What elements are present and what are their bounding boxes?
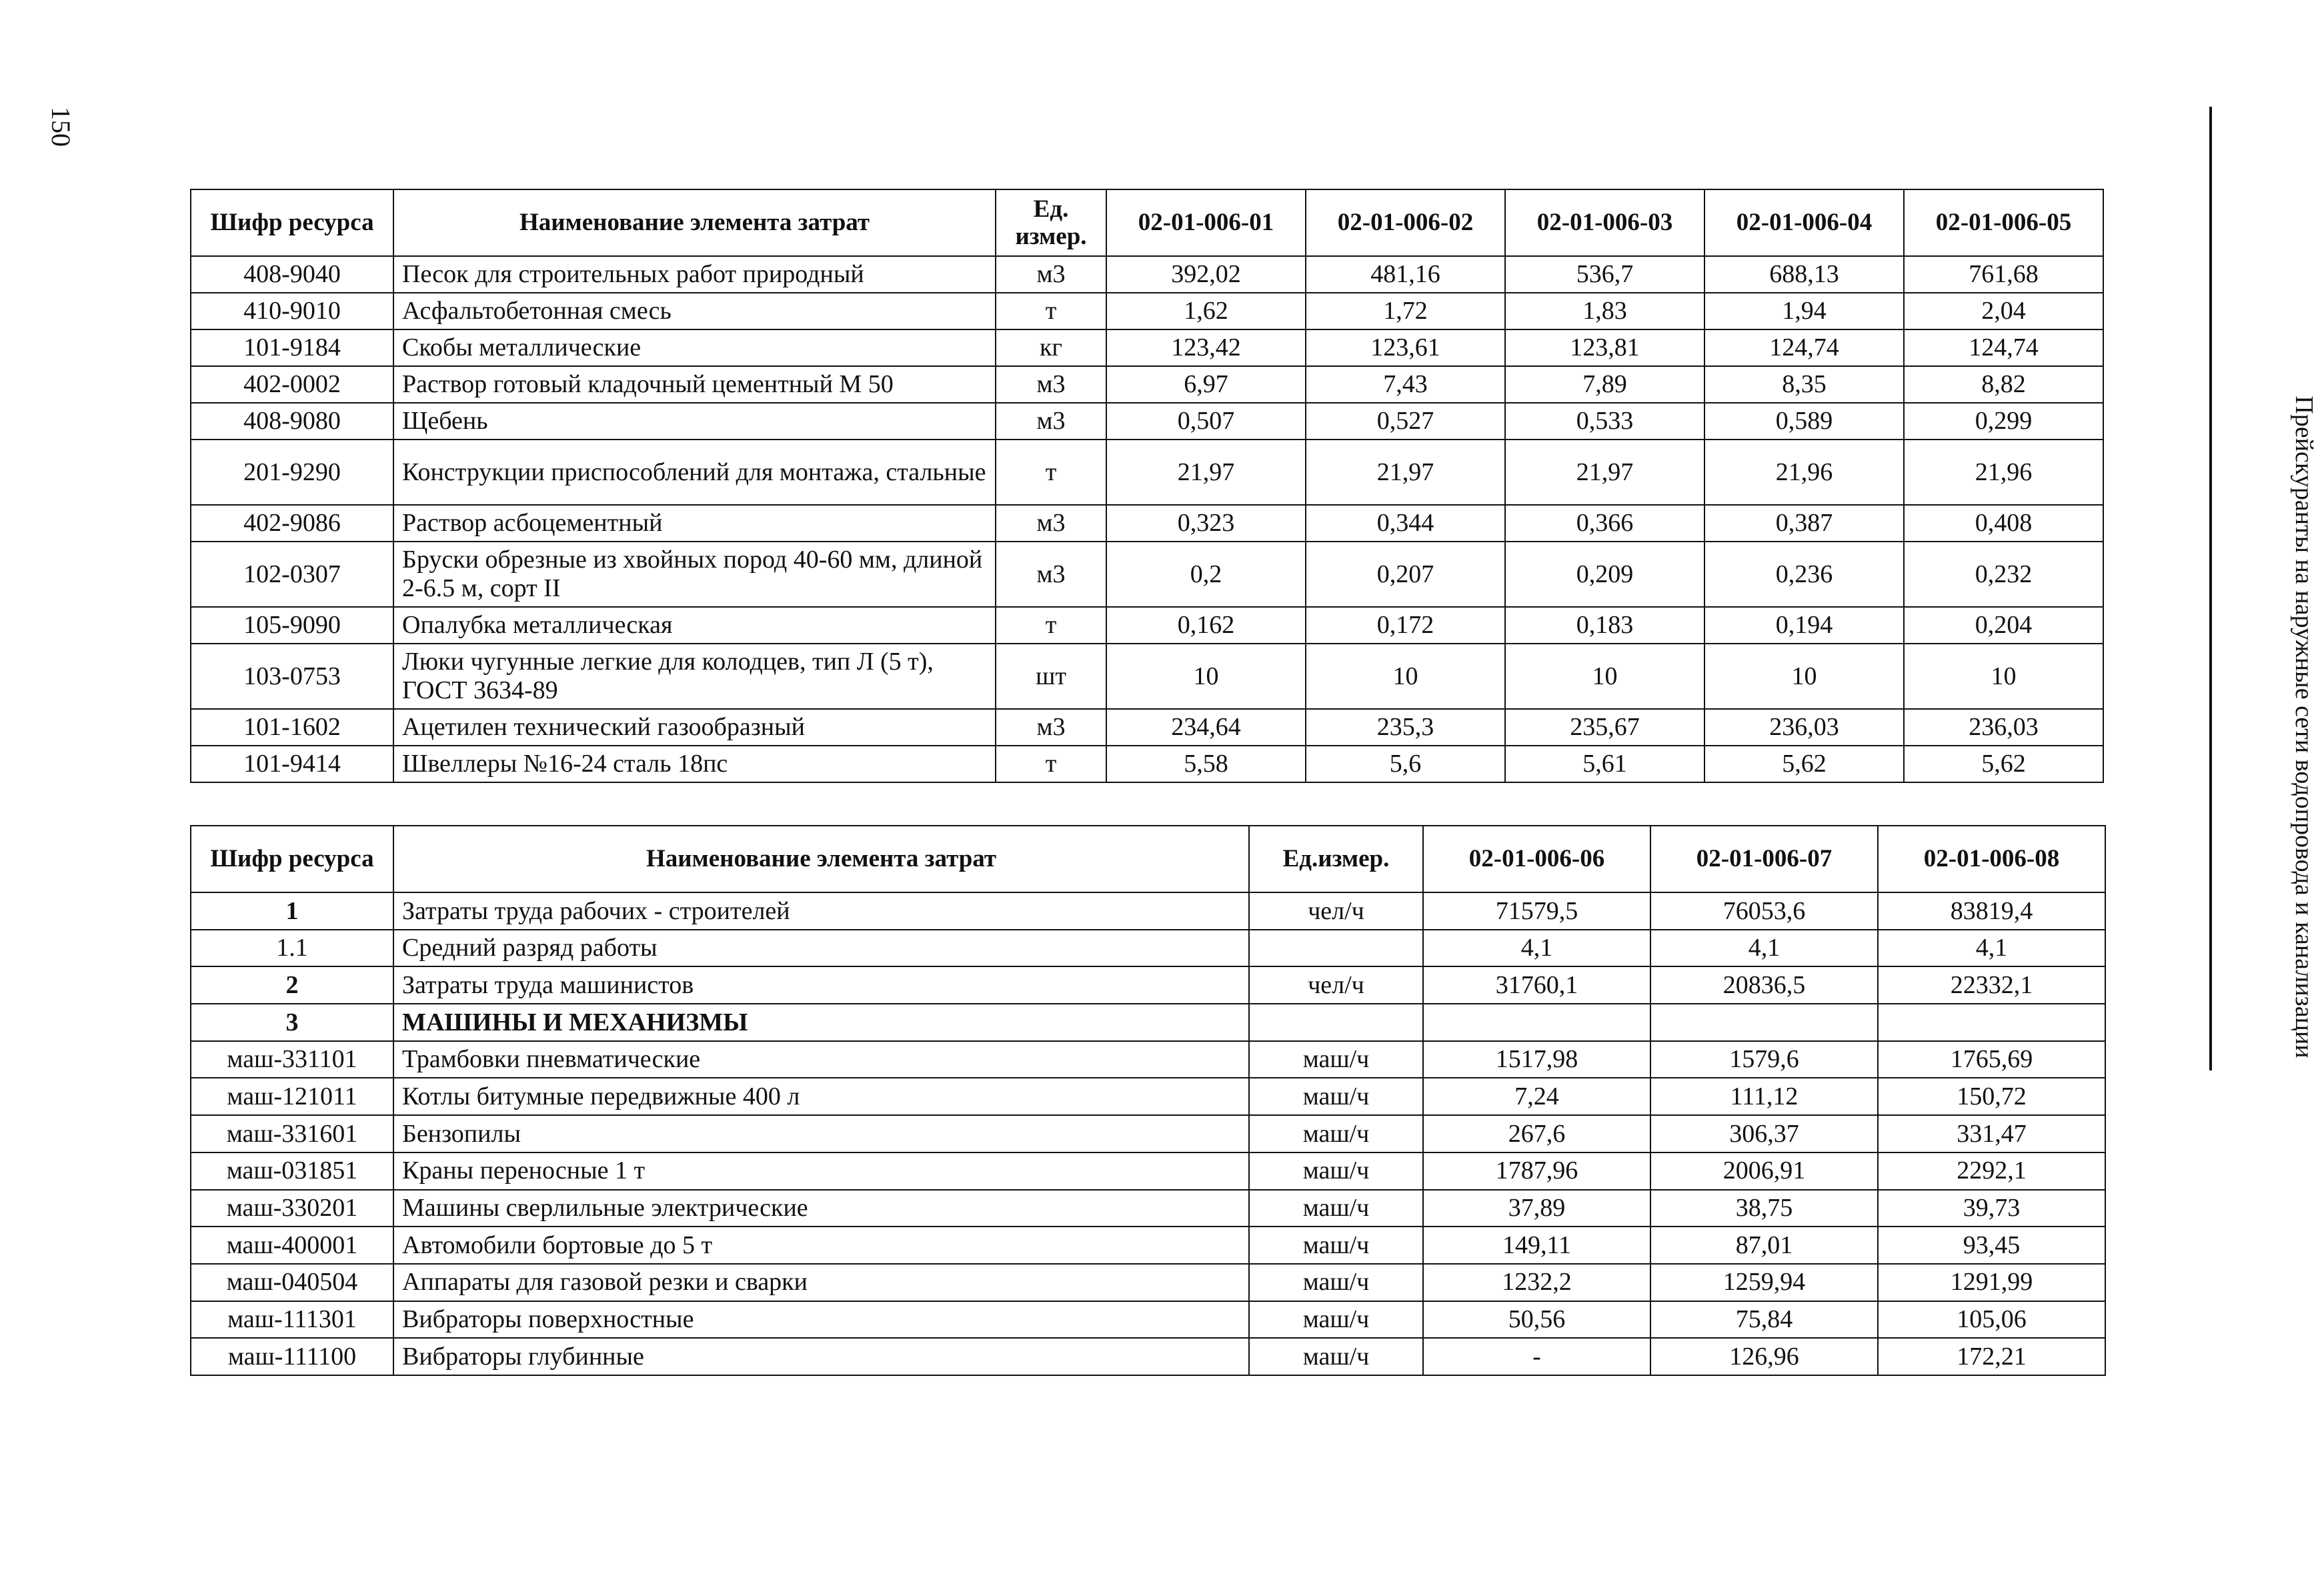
- resource-code-cell: 1: [191, 892, 393, 930]
- rate-value-cell: 1232,2: [1423, 1264, 1650, 1301]
- rate-value-cell: 1,83: [1505, 293, 1704, 329]
- table-row: [191, 1301, 2105, 1339]
- rate-value-cell: 39,73: [1878, 1190, 2105, 1227]
- table-row: [191, 1190, 2105, 1227]
- cost-element-name-cell: Бруски обрезные из хвойных пород 40-60 мм, длиной 2-6.5 м, сорт II: [393, 542, 996, 607]
- rate-value-cell: [1650, 1004, 1878, 1041]
- table-row: [191, 1264, 2105, 1301]
- rate-value-cell: 0,236: [1704, 542, 1904, 607]
- table-row: [191, 607, 2103, 644]
- rate-value-cell: 0,2: [1106, 542, 1306, 607]
- rate-value-cell: [1878, 1004, 2105, 1041]
- rate-value-cell: 21,97: [1505, 440, 1704, 505]
- header-unit: Ед. измер.: [996, 189, 1106, 256]
- resource-code-cell: 2: [191, 966, 393, 1004]
- rate-value-cell: 0,344: [1306, 505, 1505, 542]
- table-row: [191, 1078, 2105, 1115]
- resource-code-cell: 101-9184: [191, 329, 393, 366]
- header-cost-element-name: Наименование элемента затрат: [393, 826, 1249, 892]
- table-row: [191, 1227, 2105, 1264]
- rate-value-cell: 5,62: [1904, 746, 2103, 782]
- rate-value-cell: 21,96: [1904, 440, 2103, 505]
- unit-cell: м3: [996, 542, 1106, 607]
- rate-value-cell: 22332,1: [1878, 966, 2105, 1004]
- rate-value-cell: 71579,5: [1423, 892, 1650, 930]
- header-rate-02-01-006-03: 02-01-006-03: [1505, 189, 1704, 256]
- resource-code-cell: 201-9290: [191, 440, 393, 505]
- rate-value-cell: 21,97: [1306, 440, 1505, 505]
- table-row: [191, 746, 2103, 782]
- cost-element-name-cell: Затраты труда рабочих - строителей: [393, 892, 1249, 930]
- rate-value-cell: 0,204: [1904, 607, 2103, 644]
- header-rate-02-01-006-02: 02-01-006-02: [1306, 189, 1505, 256]
- rate-value-cell: 1259,94: [1650, 1264, 1878, 1301]
- rate-value-cell: 2,04: [1904, 293, 2103, 329]
- unit-cell: маш/ч: [1249, 1190, 1423, 1227]
- rate-value-cell: 481,16: [1306, 256, 1505, 293]
- cost-element-name-cell: Люки чугунные легкие для колодцев, тип Л (5 т), ГОСТ 3634-89: [393, 644, 996, 709]
- rate-value-cell: 235,3: [1306, 709, 1505, 746]
- rate-value-cell: 5,62: [1704, 746, 1904, 782]
- unit-cell: м3: [996, 403, 1106, 440]
- unit-cell: маш/ч: [1249, 1078, 1423, 1115]
- resource-code-cell: 102-0307: [191, 542, 393, 607]
- rate-value-cell: 126,96: [1650, 1338, 1878, 1375]
- cost-element-name-cell: Конструкции приспособлений для монтажа, стальные: [393, 440, 996, 505]
- unit-cell: маш/ч: [1249, 1041, 1423, 1078]
- table-row: [191, 1115, 2105, 1152]
- rate-value-cell: 38,75: [1650, 1190, 1878, 1227]
- rate-value-cell: 235,67: [1505, 709, 1704, 746]
- rate-value-cell: 124,74: [1904, 329, 2103, 366]
- resource-code-cell: маш-331601: [191, 1115, 393, 1152]
- rate-value-cell: 37,89: [1423, 1190, 1650, 1227]
- rate-value-cell: 267,6: [1423, 1115, 1650, 1152]
- rate-value-cell: 236,03: [1704, 709, 1904, 746]
- table-row: [191, 440, 2103, 505]
- table-row: [191, 329, 2103, 366]
- resource-code-cell: 408-9040: [191, 256, 393, 293]
- unit-cell: маш/ч: [1249, 1152, 1423, 1190]
- cost-element-name-cell: Ацетилен технический газообразный: [393, 709, 996, 746]
- rate-value-cell: 31760,1: [1423, 966, 1650, 1004]
- table-row: [191, 930, 2105, 967]
- header-rate-02-01-006-05: 02-01-006-05: [1904, 189, 2103, 256]
- unit-cell: т: [996, 746, 1106, 782]
- rate-value-cell: 87,01: [1650, 1227, 1878, 1264]
- rate-value-cell: 1765,69: [1878, 1041, 2105, 1078]
- rate-value-cell: 536,7: [1505, 256, 1704, 293]
- unit-cell: т: [996, 440, 1106, 505]
- rate-value-cell: 172,21: [1878, 1338, 2105, 1375]
- table-row: [191, 542, 2103, 607]
- rate-value-cell: 1787,96: [1423, 1152, 1650, 1190]
- header-rate-02-01-006-06: 02-01-006-06: [1423, 826, 1650, 892]
- cost-element-name-cell: Вибраторы поверхностные: [393, 1301, 1249, 1339]
- rate-value-cell: 111,12: [1650, 1078, 1878, 1115]
- table-row: [191, 293, 2103, 329]
- resource-table-materials: [190, 189, 2104, 783]
- rate-value-cell: 0,299: [1904, 403, 2103, 440]
- cost-element-name-cell: Раствор готовый кладочный цементный М 50: [393, 366, 996, 403]
- rate-value-cell: 21,97: [1106, 440, 1306, 505]
- rate-value-cell: 124,74: [1704, 329, 1904, 366]
- header-rate-02-01-006-01: 02-01-006-01: [1106, 189, 1306, 256]
- rate-value-cell: 1,94: [1704, 293, 1904, 329]
- rate-value-cell: 5,58: [1106, 746, 1306, 782]
- page-number: 150: [46, 107, 77, 147]
- resource-code-cell: маш-330201: [191, 1190, 393, 1227]
- rate-value-cell: 0,207: [1306, 542, 1505, 607]
- resource-code-cell: маш-031851: [191, 1152, 393, 1190]
- resource-code-cell: 410-9010: [191, 293, 393, 329]
- rate-value-cell: 5,6: [1306, 746, 1505, 782]
- rate-value-cell: [1423, 1004, 1650, 1041]
- resource-code-cell: 101-9414: [191, 746, 393, 782]
- header-rate-02-01-006-08: 02-01-006-08: [1878, 826, 2105, 892]
- rate-value-cell: 688,13: [1704, 256, 1904, 293]
- rate-value-cell: 0,323: [1106, 505, 1306, 542]
- cost-element-name-cell: Щебень: [393, 403, 996, 440]
- side-rule: [2209, 107, 2212, 1070]
- header-rate-02-01-006-04: 02-01-006-04: [1704, 189, 1904, 256]
- resource-code-cell: 3: [191, 1004, 393, 1041]
- table-row: [191, 709, 2103, 746]
- rate-value-cell: 0,533: [1505, 403, 1704, 440]
- table-row: [191, 1338, 2105, 1375]
- rate-value-cell: 8,35: [1704, 366, 1904, 403]
- rate-value-cell: 75,84: [1650, 1301, 1878, 1339]
- rate-value-cell: 4,1: [1878, 930, 2105, 967]
- resource-code-cell: маш-111301: [191, 1301, 393, 1339]
- header-resource-code: Шифр ресурса: [191, 189, 393, 256]
- rate-value-cell: 10: [1704, 644, 1904, 709]
- unit-cell: шт: [996, 644, 1106, 709]
- unit-cell: маш/ч: [1249, 1264, 1423, 1301]
- rate-value-cell: 306,37: [1650, 1115, 1878, 1152]
- rate-value-cell: 1579,6: [1650, 1041, 1878, 1078]
- rate-value-cell: 4,1: [1423, 930, 1650, 967]
- rate-value-cell: 0,194: [1704, 607, 1904, 644]
- table-row: [191, 256, 2103, 293]
- rate-value-cell: 331,47: [1878, 1115, 2105, 1152]
- resource-code-cell: маш-111100: [191, 1338, 393, 1375]
- unit-cell: м3: [996, 505, 1106, 542]
- unit-cell: маш/ч: [1249, 1338, 1423, 1375]
- unit-cell: т: [996, 607, 1106, 644]
- cost-element-name-cell: Бензопилы: [393, 1115, 1249, 1152]
- resource-code-cell: 101-1602: [191, 709, 393, 746]
- cost-element-name-cell: Скобы металлические: [393, 329, 996, 366]
- header-rate-02-01-006-07: 02-01-006-07: [1650, 826, 1878, 892]
- rate-value-cell: 7,24: [1423, 1078, 1650, 1115]
- rate-value-cell: 236,03: [1904, 709, 2103, 746]
- unit-cell: [1249, 1004, 1423, 1041]
- table-row: [191, 366, 2103, 403]
- cost-element-name-cell: МАШИНЫ И МЕХАНИЗМЫ: [393, 1004, 1249, 1041]
- rate-value-cell: 0,172: [1306, 607, 1505, 644]
- rate-value-cell: 0,387: [1704, 505, 1904, 542]
- rate-value-cell: 10: [1904, 644, 2103, 709]
- rate-value-cell: 6,97: [1106, 366, 1306, 403]
- resource-code-cell: 1.1: [191, 930, 393, 967]
- cost-element-name-cell: Опалубка металлическая: [393, 607, 996, 644]
- header-cost-element-name: Наименование элемента затрат: [393, 189, 996, 256]
- cost-element-name-cell: Затраты труда машинистов: [393, 966, 1249, 1004]
- rate-value-cell: 83819,4: [1878, 892, 2105, 930]
- rate-value-cell: 5,61: [1505, 746, 1704, 782]
- cost-element-name-cell: Машины сверлильные электрические: [393, 1190, 1249, 1227]
- cost-element-name-cell: Швеллеры №16-24 сталь 18пс: [393, 746, 996, 782]
- unit-cell: м3: [996, 366, 1106, 403]
- table-row: [191, 892, 2105, 930]
- rate-value-cell: 234,64: [1106, 709, 1306, 746]
- unit-cell: чел/ч: [1249, 892, 1423, 930]
- rate-value-cell: 10: [1106, 644, 1306, 709]
- rate-value-cell: 0,408: [1904, 505, 2103, 542]
- unit-cell: чел/ч: [1249, 966, 1423, 1004]
- cost-element-name-cell: Вибраторы глубинные: [393, 1338, 1249, 1375]
- rate-value-cell: -: [1423, 1338, 1650, 1375]
- rate-value-cell: 20836,5: [1650, 966, 1878, 1004]
- cost-element-name-cell: Автомобили бортовые до 5 т: [393, 1227, 1249, 1264]
- unit-cell: маш/ч: [1249, 1301, 1423, 1339]
- rate-value-cell: 21,96: [1704, 440, 1904, 505]
- table-row: [191, 403, 2103, 440]
- rate-value-cell: 105,06: [1878, 1301, 2105, 1339]
- rate-value-cell: 0,183: [1505, 607, 1704, 644]
- rate-value-cell: 761,68: [1904, 256, 2103, 293]
- rate-value-cell: 7,89: [1505, 366, 1704, 403]
- resource-code-cell: 103-0753: [191, 644, 393, 709]
- unit-cell: [1249, 930, 1423, 967]
- rate-value-cell: 0,366: [1505, 505, 1704, 542]
- rate-value-cell: 150,72: [1878, 1078, 2105, 1115]
- table-row: [191, 505, 2103, 542]
- resource-code-cell: маш-331101: [191, 1041, 393, 1078]
- resource-code-cell: 105-9090: [191, 607, 393, 644]
- rate-value-cell: 10: [1505, 644, 1704, 709]
- resource-table-labor-machines: [190, 825, 2106, 1376]
- rate-value-cell: 0,162: [1106, 607, 1306, 644]
- rate-value-cell: 1,72: [1306, 293, 1505, 329]
- rate-value-cell: 123,42: [1106, 329, 1306, 366]
- cost-element-name-cell: Аппараты для газовой резки и сварки: [393, 1264, 1249, 1301]
- table-row: [191, 1041, 2105, 1078]
- header-unit: Ед.измер.: [1249, 826, 1423, 892]
- rate-value-cell: 93,45: [1878, 1227, 2105, 1264]
- unit-cell: м3: [996, 709, 1106, 746]
- header-resource-code: Шифр ресурса: [191, 826, 393, 892]
- running-title: Прейскуранты на наружные сети водопровода и канализации: [2290, 396, 2318, 1058]
- cost-element-name-cell: Трамбовки пневматические: [393, 1041, 1249, 1078]
- table-header-row: [191, 826, 2105, 892]
- rate-value-cell: 0,507: [1106, 403, 1306, 440]
- cost-element-name-cell: Средний разряд работы: [393, 930, 1249, 967]
- rate-value-cell: 149,11: [1423, 1227, 1650, 1264]
- rate-value-cell: 50,56: [1423, 1301, 1650, 1339]
- rate-value-cell: 7,43: [1306, 366, 1505, 403]
- rate-value-cell: 1,62: [1106, 293, 1306, 329]
- rate-value-cell: 0,527: [1306, 403, 1505, 440]
- table-row: [191, 966, 2105, 1004]
- rate-value-cell: 0,589: [1704, 403, 1904, 440]
- unit-cell: маш/ч: [1249, 1227, 1423, 1264]
- cost-element-name-cell: Асфальтобетонная смесь: [393, 293, 996, 329]
- unit-cell: т: [996, 293, 1106, 329]
- resource-code-cell: 402-0002: [191, 366, 393, 403]
- rate-value-cell: 0,209: [1505, 542, 1704, 607]
- unit-cell: м3: [996, 256, 1106, 293]
- resource-code-cell: маш-040504: [191, 1264, 393, 1301]
- rate-value-cell: 76053,6: [1650, 892, 1878, 930]
- resource-code-cell: 402-9086: [191, 505, 393, 542]
- rate-value-cell: 123,61: [1306, 329, 1505, 366]
- cost-element-name-cell: Раствор асбоцементный: [393, 505, 996, 542]
- cost-element-name-cell: Песок для строительных работ природный: [393, 256, 996, 293]
- table-row: [191, 1004, 2105, 1041]
- unit-cell: маш/ч: [1249, 1115, 1423, 1152]
- table-row: [191, 644, 2103, 709]
- rate-value-cell: 0,232: [1904, 542, 2103, 607]
- table-row: [191, 1152, 2105, 1190]
- rate-value-cell: 10: [1306, 644, 1505, 709]
- cost-element-name-cell: Краны переносные 1 т: [393, 1152, 1249, 1190]
- rate-value-cell: 392,02: [1106, 256, 1306, 293]
- resource-code-cell: маш-121011: [191, 1078, 393, 1115]
- rate-value-cell: 2006,91: [1650, 1152, 1878, 1190]
- unit-cell: кг: [996, 329, 1106, 366]
- rate-value-cell: 1517,98: [1423, 1041, 1650, 1078]
- rate-value-cell: 123,81: [1505, 329, 1704, 366]
- rate-value-cell: 1291,99: [1878, 1264, 2105, 1301]
- resource-code-cell: 408-9080: [191, 403, 393, 440]
- cost-element-name-cell: Котлы битумные передвижные 400 л: [393, 1078, 1249, 1115]
- rate-value-cell: 8,82: [1904, 366, 2103, 403]
- resource-code-cell: маш-400001: [191, 1227, 393, 1264]
- rate-value-cell: 4,1: [1650, 930, 1878, 967]
- table-header-row: [191, 189, 2103, 256]
- rate-value-cell: 2292,1: [1878, 1152, 2105, 1190]
